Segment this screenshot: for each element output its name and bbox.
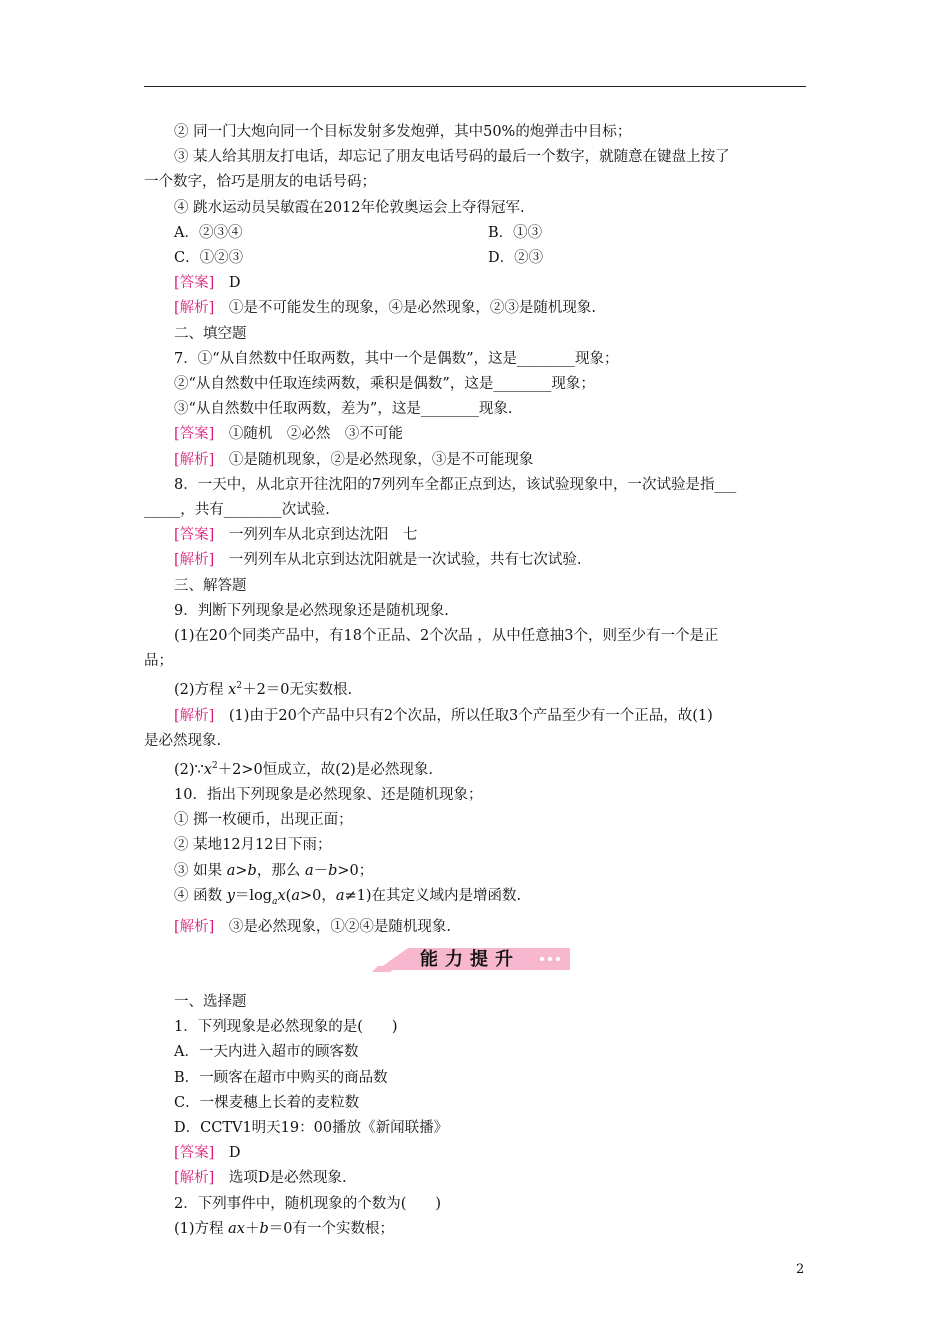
line: ③ 某人给其朋友打电话，却忘记了朋友电话号码的最后一个数字，就随意在键盘上按了 [174,149,730,166]
math-var: y [226,887,235,904]
math-var: a [226,862,236,879]
explanation-text: ③是必然现象，①②④是随机现象. [214,918,451,935]
options-row [144,221,806,246]
math-sup: 2 [211,760,218,771]
answer-tag: [答案] [174,275,215,292]
explanation-text: (1)由于20个产品中只有2个次品，所以任取3个产品至少有一个正品，故(1) [214,707,713,724]
line: 8．一天中，从北京开往沈阳的7列列车全都正点到达，该试验现象中，一次试验是指___ [174,476,737,493]
text: (1)方程 [174,1220,229,1237]
line [144,859,806,884]
text: > [235,862,248,879]
math-var: b [259,1220,269,1237]
option-b: B．一顾客在超市中购买的商品数 [174,1069,388,1086]
line [144,674,806,703]
math-var: b [247,862,257,879]
answer-tag: [答案] [174,527,215,544]
answer [144,523,806,548]
explanation-tag: [解析] [174,451,215,468]
line: ② 某地12月12日下雨； [174,837,332,854]
line [144,754,806,783]
answer-text: D [214,275,241,292]
line: ③“从自然数中任取两数，差为”，这是________现象. [174,401,513,418]
explanation-text: ①是不可能发生的现象，④是必然现象，②③是随机现象. [214,300,596,317]
math-sup: 2 [236,681,243,692]
answer [144,271,806,296]
explanation-text: 一列列车从北京到达沈阳就是一次试验，共有七次试验. [214,552,582,569]
text: >0； [337,862,374,879]
explanation-tag: [解析] [174,1170,215,1187]
text: (2)∵ [174,761,204,778]
answer-tag: [答案] [174,1145,215,1162]
explanation-tag: [解析] [174,552,215,569]
answer-text: ①随机 ②必然 ③不可能 [214,426,403,443]
text: ，那么 [256,862,305,879]
option-c: C．一棵麦穗上长着的麦粒数 [174,1094,360,1111]
section-heading: 三、解答题 [174,577,247,594]
page-number: 2 [796,1262,805,1277]
line: ② 同一门大炮向同一个目标发射多发炮弹，其中50%的炮弹击中目标； [174,124,632,140]
text: ＝0有一个实数根； [268,1220,395,1237]
explanation-text: ①是随机现象，②是必然现象，③是不可能现象 [214,451,534,468]
line [144,884,806,915]
answer-text: 一列列车从北京到达沈阳 七 [214,527,418,544]
line: ②“从自然数中任取连续两数，乘积是偶数”，这是________现象； [174,376,595,393]
text: ④ 函数 [174,887,227,904]
text: ≠1)在其定义域内是增函数. [344,887,522,904]
text: ＝log [234,887,273,904]
explanation-tag: [解析] [174,300,215,317]
answer-text: D [214,1145,241,1162]
text: ＋2＝0无实数根. [242,682,353,699]
explanation [144,704,806,729]
text: ＋2>0恒成立，故(2)是必然现象. [217,761,433,778]
section-heading: 一、选择题 [174,994,247,1011]
math-var: a [291,887,300,904]
math-var: b [328,862,338,879]
math-var: a [304,862,314,879]
text: ( [285,887,292,904]
option-a: A．一天内进入超市的顾客数 [174,1044,359,1061]
math-sub: a [272,896,278,907]
text: ＋ [244,1220,260,1237]
math-var: x [277,887,286,904]
line: 9．判断下列现象是必然现象还是随机现象. [174,602,449,619]
option-d: D．②③ [488,250,544,267]
line: 一个数字，恰巧是朋友的电话号码； [144,174,376,191]
line: ① 掷一枚硬币，出现正面； [174,812,353,829]
explanation-tag: [解析] [174,707,215,724]
text: ③ 如果 [174,862,227,879]
document-body [144,120,806,1242]
text: － [313,862,329,879]
section-heading: 二、填空题 [174,325,247,342]
explanation [144,296,806,321]
option-a: A．②③④ [174,224,243,241]
line: 7．①“从自然数中任取两数，其中一个是偶数”，这是________现象； [174,350,619,367]
option-b: B．①③ [488,224,543,241]
line: _____，共有________次试验. [144,502,330,519]
option-d: D．CCTV1明天19：00播放《新闻联播》 [174,1120,449,1137]
math-var: x [228,682,237,699]
answer-tag: [答案] [174,426,215,443]
explanation [144,448,806,473]
text: (2)方程 [174,682,229,699]
explanation-text: 选项D是必然现象. [214,1170,347,1187]
explanation [144,915,806,940]
answer [144,1141,806,1166]
section-banner [144,942,806,984]
header-rule [144,86,806,87]
line: (1)在20个同类产品中，有18个正品、2个次品 ，从中任意抽3个，则至少有一个是正 [174,628,719,645]
math-var: x [203,761,212,778]
text: >0， [299,887,336,904]
line: 10．指出下列现象是必然现象、还是随机现象； [174,786,483,803]
line: 是必然现象. [144,732,222,749]
banner-title: 能力提升 [420,949,520,971]
math-var: ax [228,1220,245,1237]
options-row [144,246,806,271]
explanation [144,1166,806,1191]
explanation [144,548,806,573]
line [144,1217,806,1242]
option-c: C．①②③ [174,250,244,267]
answer [144,422,806,447]
line: 1．下列现象是必然现象的是( ) [174,1019,398,1036]
explanation-tag: [解析] [174,918,215,935]
line: 品； [144,653,173,670]
line: 2．下列事件中，随机现象的个数为( ) [174,1195,442,1212]
math-var: a [335,887,345,904]
line: ④ 跳水运动员吴敏霞在2012年伦敦奥运会上夺得冠军. [174,199,525,216]
